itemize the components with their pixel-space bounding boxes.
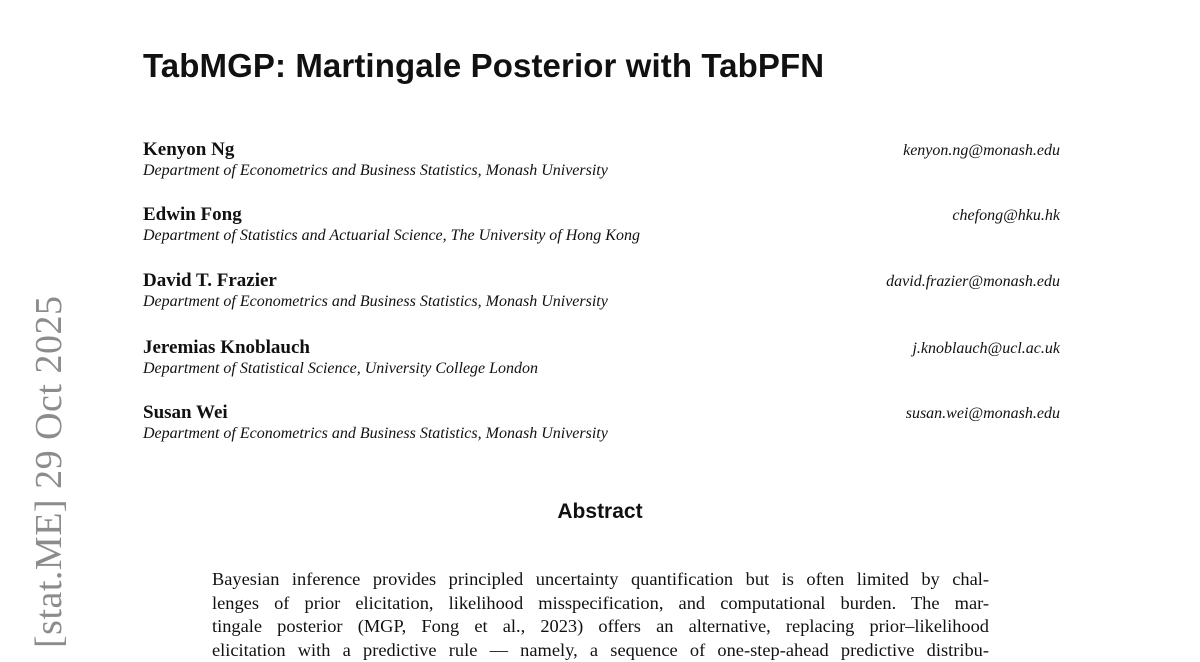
author-email[interactable]: j.knoblauch@ucl.ac.uk bbox=[912, 339, 1060, 359]
author-email[interactable]: chefong@hku.hk bbox=[952, 206, 1060, 226]
author-affiliation: Department of Statistical Science, University College London bbox=[143, 359, 538, 379]
author-name: David T. Frazier bbox=[143, 270, 277, 292]
author-affiliation: Department of Econometrics and Business Statistics, Monash University bbox=[143, 292, 608, 312]
abstract-line: lenges of prior elicitation, likelihood misspecification, and computational burden. The mar- bbox=[212, 592, 989, 616]
author-email[interactable]: kenyon.ng@monash.edu bbox=[903, 141, 1060, 161]
arxiv-stamp: [stat.ME] 29 Oct 2025 bbox=[30, 296, 68, 648]
abstract-heading: Abstract bbox=[0, 500, 1200, 524]
abstract-line: tingale posterior (MGP, Fong et al., 2023) offers an alternative, replacing prior–likelihood bbox=[212, 615, 989, 639]
author-email[interactable]: david.frazier@monash.edu bbox=[886, 272, 1060, 292]
author-block bbox=[143, 337, 1060, 381]
author-block bbox=[143, 139, 1060, 183]
author-name: Edwin Fong bbox=[143, 204, 242, 226]
author-email[interactable]: susan.wei@monash.edu bbox=[906, 404, 1060, 424]
author-name: Susan Wei bbox=[143, 402, 228, 424]
author-affiliation: Department of Econometrics and Business Statistics, Monash University bbox=[143, 161, 608, 181]
paper-title: TabMGP: Martingale Posterior with TabPFN bbox=[143, 47, 824, 85]
author-affiliation: Department of Econometrics and Business Statistics, Monash University bbox=[143, 424, 608, 444]
abstract-line: Bayesian inference provides principled uncertainty quantification but is often limited by chal- bbox=[212, 568, 989, 592]
author-block bbox=[143, 204, 1060, 248]
author-block bbox=[143, 402, 1060, 446]
abstract-line: elicitation with a predictive rule — namely, a sequence of one-step-ahead predictive distribu- bbox=[212, 639, 989, 662]
author-name: Jeremias Knoblauch bbox=[143, 337, 310, 359]
author-name: Kenyon Ng bbox=[143, 139, 234, 161]
author-affiliation: Department of Statistics and Actuarial Science, The University of Hong Kong bbox=[143, 226, 640, 246]
author-block bbox=[143, 270, 1060, 314]
